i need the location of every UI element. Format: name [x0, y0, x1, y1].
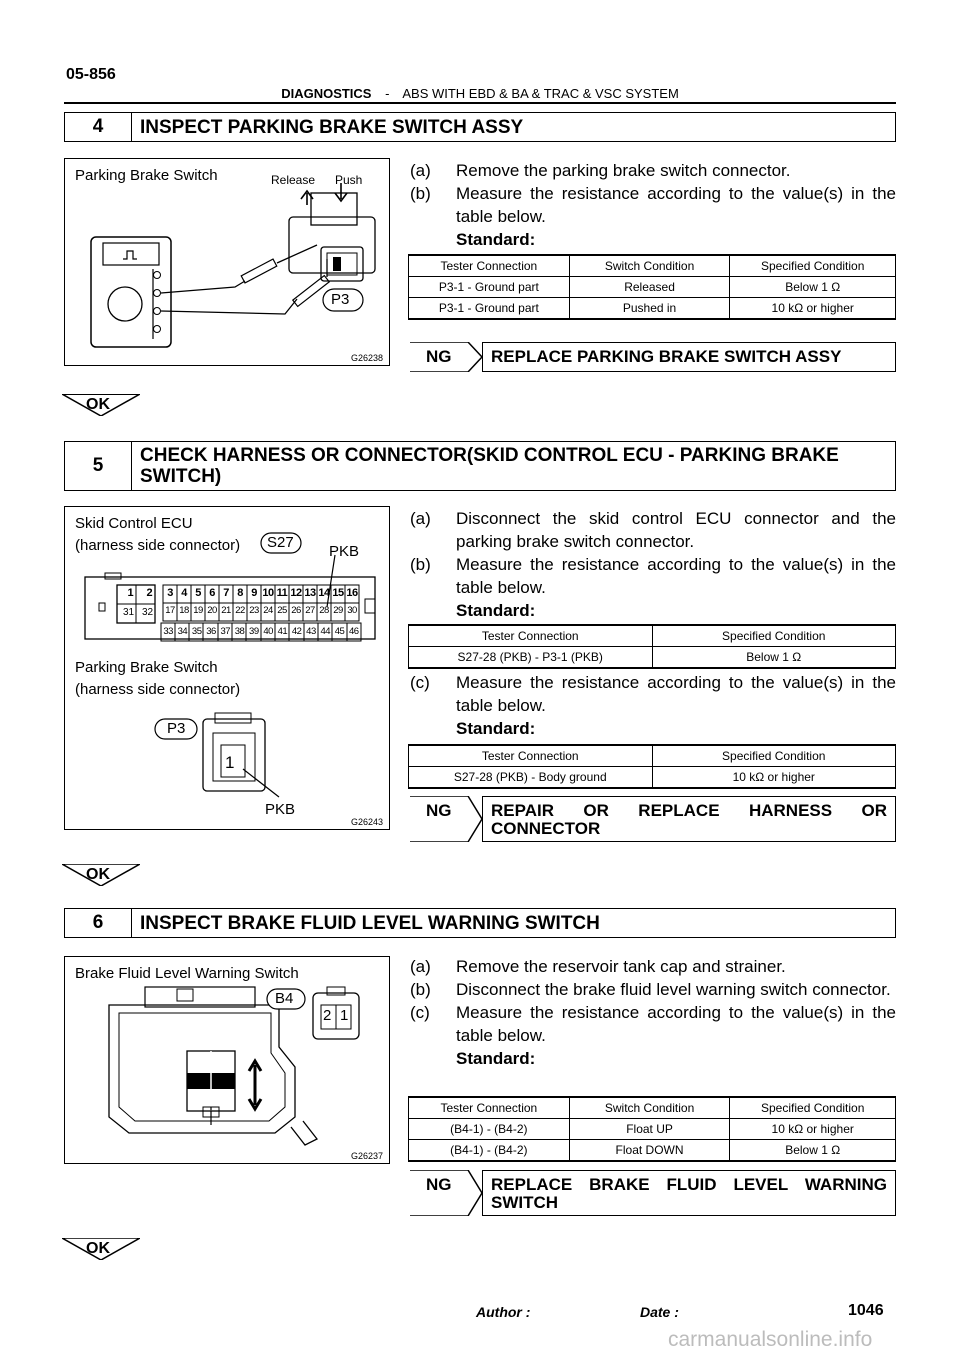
- table-row: [409, 298, 896, 320]
- connector-pin-16: 16: [346, 587, 358, 599]
- figure-label: Brake Fluid Level Warning Switch: [75, 965, 299, 982]
- connector-pin-12: 12: [290, 587, 302, 599]
- connector-pin-41: 41: [277, 626, 288, 637]
- table-cell: Below 1 Ω: [652, 647, 896, 669]
- connector-label: P3: [331, 291, 350, 308]
- table-header: Specified Condition: [730, 255, 896, 277]
- connector-pin-11: 11: [276, 587, 288, 599]
- table-header-row: [409, 745, 896, 767]
- connector-pin-19: 19: [193, 605, 203, 616]
- table-row: [409, 1140, 896, 1162]
- figure-parking-brake-switch: [64, 158, 390, 366]
- table-cell: 10 kΩ or higher: [730, 298, 896, 320]
- pkb-pin-label: PKB: [329, 543, 360, 560]
- header-rule: [64, 102, 896, 104]
- spec-table-1: [408, 624, 896, 669]
- connector-pin-5: 5: [195, 587, 201, 599]
- connector-pin-27: 27: [305, 605, 315, 616]
- connector-pin-45: 45: [334, 626, 345, 637]
- connector-pin-24: 24: [263, 605, 273, 616]
- table-cell: S27-28 (PKB) - Body ground: [409, 767, 653, 789]
- table-cell: (B4-1) - (B4-2): [409, 1119, 570, 1140]
- instruction-item: [410, 507, 896, 553]
- connector-pin-25: 25: [277, 605, 287, 616]
- instruction-item: [410, 955, 896, 978]
- standard-label: Standard:: [456, 1049, 536, 1068]
- table-row: [409, 647, 896, 669]
- ng-action: REPLACE BRAKE FLUID LEVEL WARNING SWITCH: [482, 1170, 896, 1216]
- pin-32: 32: [141, 607, 154, 618]
- step-4-heading: [64, 112, 896, 142]
- instruction-item: [410, 159, 896, 182]
- ecu-connector-tag: S27: [267, 534, 294, 551]
- connector-pin-36: 36: [206, 626, 216, 637]
- ng-arrow: [410, 342, 482, 372]
- instruction-item: [410, 553, 896, 599]
- ok-label: OK: [86, 1240, 110, 1257]
- connector-pin-29: 29: [333, 605, 343, 616]
- pin-2-label: 2: [323, 1007, 332, 1024]
- item-mark: (b): [410, 555, 431, 574]
- ng-result-box: [410, 796, 896, 842]
- connector-pin-23: 23: [249, 605, 259, 616]
- connector-pin-43: 43: [306, 626, 316, 637]
- spec-table: [408, 1096, 896, 1162]
- figure-id: G26238: [351, 353, 384, 363]
- footer-page-number: 1046: [848, 1302, 884, 1319]
- ng-arrow: [410, 796, 482, 842]
- table-cell: Pushed in: [569, 298, 730, 320]
- step-number: 4: [65, 113, 132, 141]
- connector-pin-44: 44: [320, 626, 331, 637]
- header-section: DIAGNOSTICS: [281, 86, 372, 101]
- table-cell: 10 kΩ or higher: [652, 767, 896, 789]
- table-row: [409, 277, 896, 298]
- table-cell: S27-28 (PKB) - P3-1 (PKB): [409, 647, 653, 669]
- page-header: [64, 86, 896, 101]
- item-mark: (a): [410, 161, 431, 180]
- table-header-row: [409, 255, 896, 277]
- switch-connector-tag: P3: [167, 720, 186, 737]
- table-header: Tester Connection: [409, 745, 653, 767]
- connector-pin-40: 40: [263, 626, 273, 637]
- connector-pin-4: 4: [181, 587, 187, 599]
- table-cell: Released: [569, 277, 730, 298]
- table-header: Specified Condition: [730, 1097, 896, 1119]
- standard-label: Standard:: [456, 601, 536, 620]
- connector-pin-38: 38: [234, 626, 245, 637]
- connector-pin-21: 21: [221, 605, 231, 616]
- ecu-sublabel: (harness side connector): [75, 537, 241, 554]
- connector-pin-39: 39: [249, 626, 259, 637]
- pin-1-label: 1: [340, 1007, 349, 1024]
- item-mark: (b): [410, 980, 431, 999]
- item-text: Measure the resistance according to the value(s) in the table below.: [456, 673, 896, 715]
- ng-action: REPAIR OR REPLACE HARNESS OR CONNECTOR: [482, 796, 896, 842]
- step-title: INSPECT BRAKE FLUID LEVEL WARNING SWITCH: [140, 912, 600, 934]
- table-header: Switch Condition: [569, 255, 730, 277]
- connector-pin-28: 28: [319, 605, 329, 616]
- pin-row-1: [163, 587, 359, 599]
- connector-pin-17: 17: [165, 605, 175, 616]
- pin-row-2: [163, 605, 359, 616]
- connector-pin-35: 35: [191, 626, 202, 637]
- table-cell: P3-1 - Ground part: [409, 277, 570, 298]
- step-5-instruction-c: [410, 671, 896, 740]
- pin-1: 1: [127, 587, 134, 599]
- switch-pin-1: 1: [225, 753, 235, 772]
- spec-table: [408, 254, 896, 320]
- item-mark: (a): [410, 509, 431, 528]
- step-6-instructions: [410, 955, 896, 1070]
- table-row: [409, 767, 896, 789]
- brake-fluid-switch-diagram: [65, 957, 391, 1165]
- item-mark: (c): [410, 1003, 430, 1022]
- ng-result-box: [410, 1170, 896, 1216]
- instruction-item: [410, 978, 896, 1001]
- item-text: Disconnect the brake fluid level warning switch connector.: [456, 980, 891, 999]
- step-number: 6: [65, 909, 132, 937]
- table-header: Switch Condition: [569, 1097, 730, 1119]
- table-cell: Float UP: [569, 1119, 730, 1140]
- item-mark: (c): [410, 673, 430, 692]
- instruction-item: [410, 1001, 896, 1047]
- table-header: Specified Condition: [652, 625, 896, 647]
- standard-label: Standard:: [456, 719, 536, 738]
- page-number: 05-856: [66, 66, 116, 83]
- item-text: Measure the resistance according to the value(s) in the table below.: [456, 1003, 896, 1045]
- step-title: INSPECT PARKING BRAKE SWITCH ASSY: [140, 116, 524, 138]
- header-separator: -: [385, 86, 390, 101]
- figure-brake-fluid-switch: [64, 956, 390, 1164]
- ng-label: NG: [426, 1175, 452, 1194]
- watermark: carmanualsonline.info: [668, 1328, 873, 1351]
- pin-2: 2: [146, 587, 153, 599]
- ok-marker: [62, 394, 140, 416]
- table-cell: 10 kΩ or higher: [730, 1119, 896, 1140]
- item-text: Remove the parking brake switch connector.: [456, 161, 791, 180]
- item-text: Measure the resistance according to the value(s) in the table below.: [456, 184, 896, 226]
- item-mark: (a): [410, 957, 431, 976]
- ok-marker: [62, 1238, 140, 1260]
- item-text: Measure the resistance according to the value(s) in the table below.: [456, 555, 896, 597]
- ecu-label: Skid Control ECU: [75, 515, 193, 532]
- instruction-item: [410, 182, 896, 228]
- connector-pin-15: 15: [332, 587, 344, 599]
- spec-table-2: [408, 744, 896, 789]
- connector-pin-42: 42: [291, 626, 302, 637]
- ng-action: REPLACE PARKING BRAKE SWITCH ASSY: [482, 342, 896, 372]
- standard-label: Standard:: [456, 230, 536, 249]
- table-header: Tester Connection: [409, 1097, 570, 1119]
- table-header-row: [409, 625, 896, 647]
- pin-row-3: [161, 626, 361, 637]
- item-mark: (b): [410, 184, 431, 203]
- table-header: Tester Connection: [409, 625, 653, 647]
- instruction-item: [410, 671, 896, 717]
- connector-pin-33: 33: [163, 626, 173, 637]
- table-header: Specified Condition: [652, 745, 896, 767]
- connector-pin-20: 20: [207, 605, 217, 616]
- push-label: Push: [335, 173, 363, 187]
- step-5-instructions: [410, 507, 896, 622]
- ng-result-box: [410, 342, 896, 372]
- step-5-heading: [64, 441, 896, 491]
- ok-label: OK: [86, 396, 110, 413]
- table-header-row: [409, 1097, 896, 1119]
- step-6-heading: [64, 908, 896, 938]
- item-text: Remove the reservoir tank cap and strainer.: [456, 957, 786, 976]
- parking-brake-switch-diagram: [65, 159, 391, 367]
- footer-date: Date :: [640, 1304, 679, 1320]
- connector-pin-34: 34: [177, 626, 188, 637]
- table-cell: P3-1 - Ground part: [409, 298, 570, 320]
- table-row: [409, 1119, 896, 1140]
- connector-tag: B4: [275, 990, 294, 1007]
- ng-arrow: [410, 1170, 482, 1216]
- connector-pin-9: 9: [251, 587, 257, 599]
- item-text: Disconnect the skid control ECU connector and the parking brake switch connector.: [456, 509, 896, 551]
- ng-label: NG: [426, 347, 452, 366]
- table-cell: Below 1 Ω: [730, 277, 896, 298]
- figure-ecu-and-switch-connectors: [64, 506, 390, 830]
- table-cell: Float DOWN: [569, 1140, 730, 1162]
- switch-sublabel: (harness side connector): [75, 681, 241, 698]
- connector-pin-30: 30: [347, 605, 357, 616]
- step-title: CHECK HARNESS OR CONNECTOR(SKID CONTROL ECU - PARKING BRAKE SWITCH): [140, 445, 839, 487]
- connector-pin-26: 26: [291, 605, 301, 616]
- connector-pin-3: 3: [167, 587, 173, 599]
- step-number: 5: [65, 442, 132, 490]
- connector-pin-18: 18: [179, 605, 189, 616]
- footer-author: Author :: [476, 1304, 531, 1320]
- switch-label: Parking Brake Switch: [75, 659, 218, 676]
- ng-label: NG: [426, 801, 452, 820]
- connector-pin-14: 14: [318, 587, 330, 599]
- header-title: ABS WITH EBD & BA & TRAC & VSC SYSTEM: [402, 86, 679, 101]
- step-4-instructions: [410, 159, 896, 251]
- table-cell: (B4-1) - (B4-2): [409, 1140, 570, 1162]
- figure-id: G26243: [351, 817, 384, 827]
- ok-marker: [62, 864, 140, 886]
- pin-31: 31: [122, 607, 135, 618]
- release-label: Release: [271, 173, 316, 187]
- table-header: Tester Connection: [409, 255, 570, 277]
- switch-pkb-label: PKB: [265, 801, 296, 818]
- connector-pin-37: 37: [220, 626, 231, 637]
- figure-label: Parking Brake Switch: [75, 167, 218, 184]
- connector-pin-46: 46: [349, 626, 359, 637]
- connector-pin-7: 7: [223, 587, 229, 599]
- ok-label: OK: [86, 866, 110, 883]
- connector-pin-8: 8: [237, 587, 243, 599]
- connector-pin-13: 13: [304, 587, 316, 599]
- connector-pin-22: 22: [235, 605, 245, 616]
- table-cell: Below 1 Ω: [730, 1140, 896, 1162]
- connector-pin-6: 6: [209, 587, 215, 599]
- figure-id: G26237: [351, 1151, 384, 1161]
- connector-pin-10: 10: [262, 587, 274, 599]
